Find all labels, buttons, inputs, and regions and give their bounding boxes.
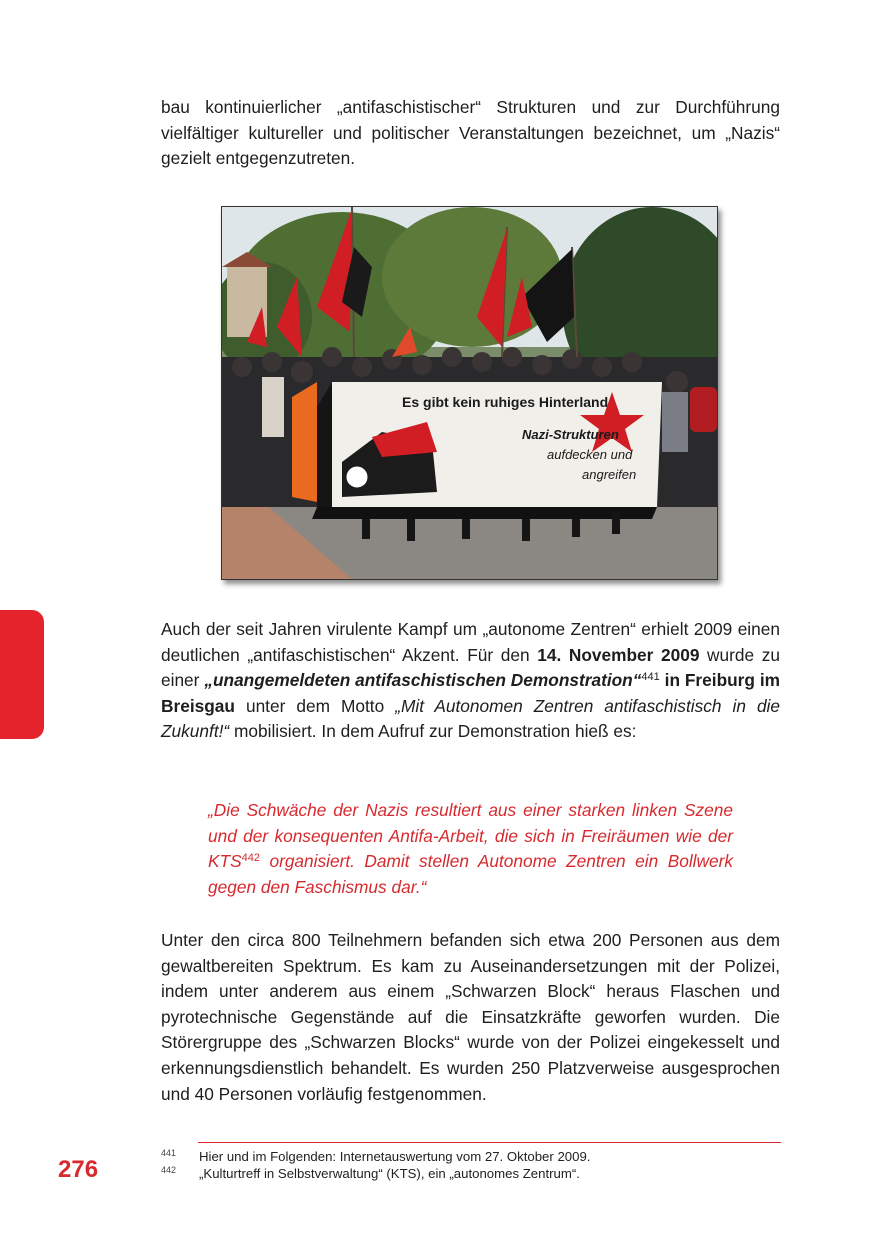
block-quote xyxy=(208,798,733,900)
banner-text-line4: angreifen xyxy=(582,467,637,482)
body-paragraph-3 xyxy=(161,928,780,1107)
footnote-ref-442: 442 xyxy=(241,852,260,865)
demo-title: „unangemeldeten antifaschistischen Demonstration“ xyxy=(204,670,642,691)
body-paragraph-2 xyxy=(161,617,780,745)
quote-text-a: „Die Schwäche der Nazis resultiert aus einer starken linken Szene und der konsequenten Antifa-Arbeit, die sich in Freiräumen wie der KTS xyxy=(208,800,733,872)
footnote-divider xyxy=(198,1142,781,1143)
chapter-side-tab xyxy=(0,610,44,739)
paragraph-2-text-b: wurde zu einer xyxy=(161,644,780,691)
footnote-text: Hier und im Folgenden: Internetauswertung vom 27. Oktober 2009. xyxy=(199,1149,591,1164)
paragraph-2-text-c: unter dem Motto xyxy=(234,695,396,716)
demo-date: 14. November 2009 xyxy=(537,644,700,665)
footnote-number: 441 xyxy=(161,1148,177,1158)
footnote-number: 442 xyxy=(161,1165,177,1175)
page-number: 276 xyxy=(58,1156,99,1183)
demo-motto: „Mit Autonomen Zentren antifaschistisch in die Zukunft!“ xyxy=(161,695,781,742)
demonstration-photo xyxy=(221,206,718,580)
banner-text-line1: Es gibt kein ruhiges Hinterland xyxy=(402,394,609,410)
paragraph-3-text: Unter den circa 800 Teilnehmern befanden sich etwa 200 Personen aus dem gewaltbereiten Spektrum. Es kam zu Auseinandersetzungen mit der Polizei, indem unter anderem aus einem „Schwarzen Block“ heraus Flaschen und pyrotechnische Gegenstände auf die Einsatzkräfte geworfen wurden. Die Störergruppe des „Schwarzen Blocks“ wurde von der Polizei eingekesselt und erkennungsdienstlich behandelt. Es wurden 250 Platzverweise ausgesprochen und 40 Personen vorläufig festgenommen. xyxy=(161,930,780,1104)
paragraph-2-text-d: mobilisiert. In dem Aufruf zur Demonstration hieß es: xyxy=(229,721,637,742)
footnote-ref-441: 441 xyxy=(641,671,660,684)
footnote-text: „Kulturtreff in Selbstverwaltung“ (KTS), ein „autonomes Zentrum“. xyxy=(199,1166,580,1181)
body-paragraph-1 xyxy=(161,95,780,172)
banner-text-line3: aufdecken und xyxy=(547,447,633,462)
demo-place: in Freiburg im Breisgau xyxy=(161,670,781,716)
banner-text-line2: Nazi-Strukturen xyxy=(522,427,619,442)
quote-text-b: organisiert. Damit stellen Autonome Zentren ein Bollwerk gegen den Faschismus dar.“ xyxy=(208,851,733,897)
paragraph-1-text: bau kontinuierlicher „antifaschistischer“ Strukturen und zur Durchführung vielfältiger kultureller und politischer Veranstaltungen bezeichnet, um „Nazis“ gezielt entgegenzutreten. xyxy=(161,97,780,169)
paragraph-2-text-a: Auch der seit Jahren virulente Kampf um „autonome Zentren“ erhielt 2009 einen deutlichen „antifaschistischen“ Akzent. Für den xyxy=(161,619,780,665)
